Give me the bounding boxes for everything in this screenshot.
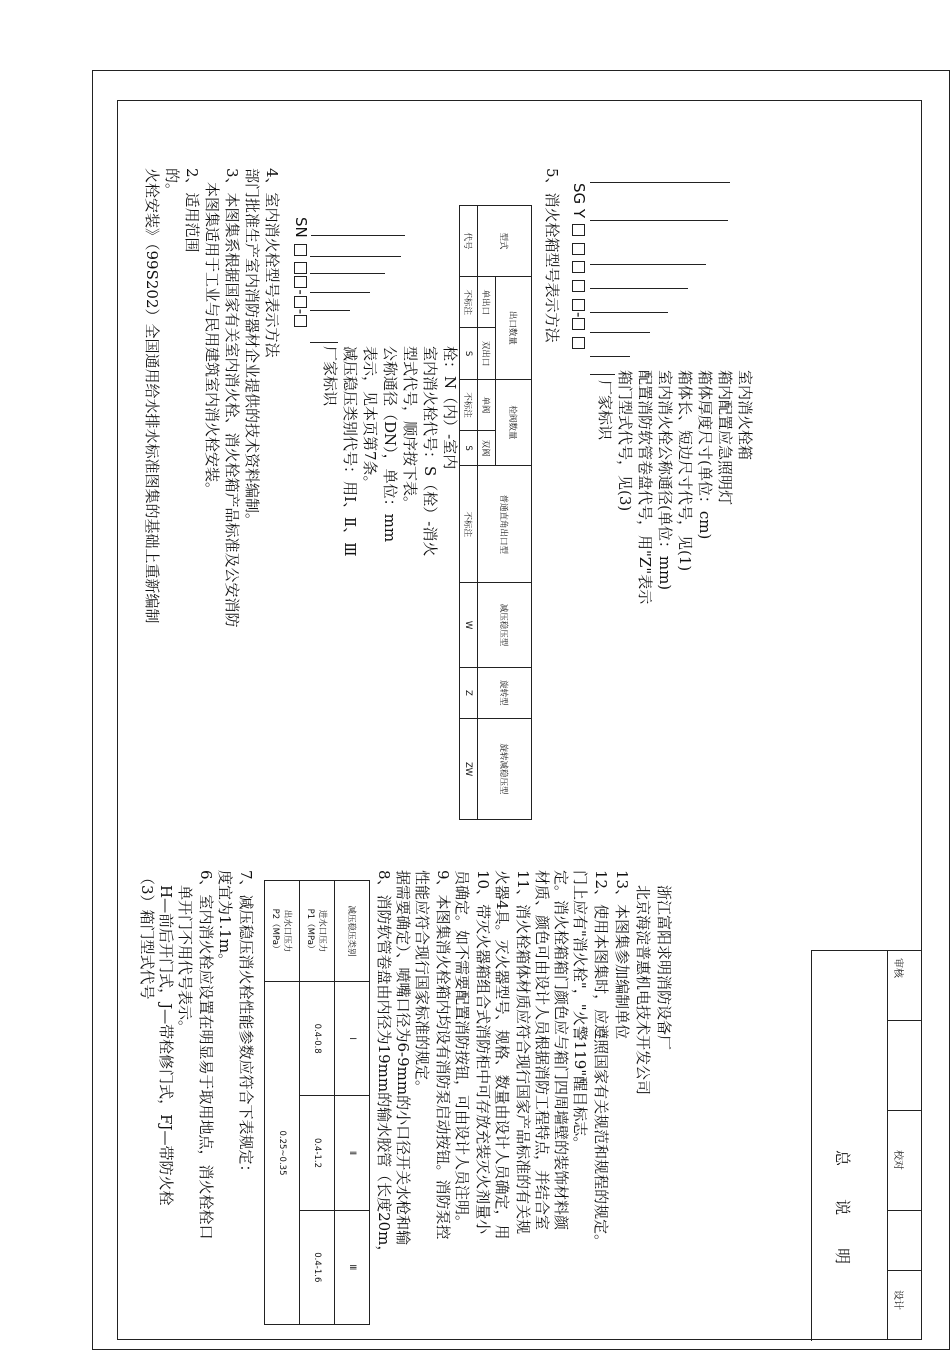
item6-line-1: 6、室内消火栓应设置在明显易于取用地点，消火栓栓口 (197, 870, 215, 1240)
item4-title: 4、室内消火栓型号表示方法 (263, 168, 281, 358)
sg-label-7: 室内消火栓箱 (736, 370, 754, 461)
sn-label-5: 室内消火栓代号：S（栓）-消火 (421, 346, 439, 557)
sg-label-2: 配置消防软管卷盘代号，用"Z"表示 (636, 370, 654, 605)
valve-group: 栓阀数量 (496, 379, 532, 465)
single-valve: 单阀 (478, 379, 496, 430)
double-valve: 双阀 (478, 431, 496, 466)
sg-prefix: SG Y (570, 183, 588, 219)
pressure-p1: Ⅰ (335, 982, 370, 1096)
org-2: 浙江富阳求明消防设备厂 (655, 885, 673, 1051)
item8-line-2: 据需要确定）、喷嘴口径为6-9mm的小口径开关水枪和输 (394, 870, 412, 1246)
item9-line-1: 9、本图集消火栓箱内均设有消防泵启动按钮。消防泵控 (434, 870, 452, 1240)
item9-line-2: 员确定。如不需要配置消防按钮，可由设计人员注明。 (453, 870, 471, 1231)
item10-line-2: 火器4具。灭火器型号、规格、数量由设计人员确定，用 (493, 870, 511, 1240)
r-item3-line-2: 单开门不用代号表示。 (176, 885, 194, 1036)
right-angle-type: 普通直角出口型 (478, 466, 532, 583)
item11-line-2: 材质、颜色可由设计人员根据消防工程特点，并结合室 (533, 870, 551, 1231)
intro-line-2: 的。 (163, 168, 181, 199)
sn-leader (311, 235, 405, 236)
item8-line-1: 8、消防软管卷盘由内径为19mm的输水胶管（长度20m， (375, 870, 393, 1261)
sn-label-6: 栓：N（内）-室内 (441, 346, 459, 470)
r-item3-title: （3）箱门型式代号 (138, 870, 156, 1000)
org-1: 北京海淀普惠机电技术开发公司 (634, 885, 652, 1096)
check-label: 校对 (892, 1150, 903, 1170)
item3-line-2: 部门批准生产室内消防器材企业提供的技术资料编制。 (243, 168, 261, 529)
pressure-col1: 减压稳压类别 (335, 881, 370, 982)
item13: 13、本图集参加编制单位 (613, 870, 631, 1040)
pressure-col3: 出水口压力 P2（MPa） (265, 881, 300, 982)
item11-line-4: 门上应有"消火栓"，"火警119"醒目标志。 (571, 870, 589, 1152)
rotating-type: 旋转型 (478, 667, 532, 718)
design-label: 设计 (892, 1290, 903, 1310)
title-block (811, 950, 922, 1341)
r-item3-line-1: H—前后开门式，J—带栓修门式，FJ—带防火栓 (157, 885, 175, 1206)
sg-leader (590, 182, 730, 183)
pressure-type: 减压稳压型 (478, 583, 532, 667)
sn-label-1: 减压稳压类别代号：用Ⅰ、Ⅱ、Ⅲ (341, 346, 359, 557)
sn-code: SN -- (292, 217, 310, 328)
code-cell: S (460, 431, 478, 466)
item6-line-2: 度宜为1.1m。 (216, 870, 234, 969)
item2-body: 本图集适用于工业与民用建筑室内消火栓安装。 (203, 182, 221, 498)
type-table (459, 205, 532, 820)
item7: 7、减压稳压消火栓性能参数应符合下表规定： (237, 870, 255, 1180)
pressure-p3: Ⅲ (335, 1210, 370, 1324)
outlet-group: 出口数量 (496, 277, 532, 380)
pressure-table (264, 880, 370, 1325)
p1-value: 0.4-1.2 (300, 1096, 335, 1210)
rotating-reducing-type: 旋转减稳压型 (478, 719, 532, 820)
p2-value: 0.25~0.35 (265, 982, 300, 1325)
code-cell: Z (460, 667, 478, 718)
item11-line-3: 定。消火栓箱箱门颜色应与箱门四周墙壁的装饰材料颜 (552, 870, 570, 1231)
sn-label-0: 厂家标识 (321, 346, 339, 407)
sg-label-0: 厂家标识 (596, 380, 614, 441)
item8-line-3: 性能应符合现行国家标准的规定。 (413, 870, 431, 1096)
pressure-col2: 进水口压力 P1（MPa） (300, 881, 335, 982)
sg-label-4: 箱体长、短边尺寸代号，见(1) (676, 370, 694, 572)
pressure-p2: Ⅱ (335, 1096, 370, 1210)
code-header: 代号 (460, 206, 478, 277)
type-header: 型式 (478, 206, 532, 277)
item2-title: 2、适用范围 (183, 168, 201, 253)
item11-line-1: 11、消火栓箱体材质应符合现行国家产品标准的有关规 (514, 870, 532, 1235)
review-label: 审核 (892, 958, 903, 978)
sn-label-4: 型式代号，顺序按下表。 (401, 346, 419, 512)
p1-value: 0.4-0.8 (300, 982, 335, 1096)
sg-label-1: 箱门型式代号，见(3) (616, 370, 634, 512)
double-outlet: 双出口 (478, 328, 496, 379)
item12: 12、使用本图集时，应遵照国家有关规范和规程的规定。 (592, 870, 610, 1250)
sn-prefix: SN (292, 217, 310, 238)
item10-line-1: 10、带灭火器箱组合式消防柜中可存放充装灭火剂量小 (474, 870, 492, 1235)
code-cell: W (460, 583, 478, 667)
code-cell: 不标注 (460, 466, 478, 583)
sn-label-3: 公称通径（DN），单位：mm (381, 346, 399, 543)
sn-label-2: 表示，见本页第7条。 (361, 346, 379, 491)
code-cell: S (460, 328, 478, 379)
single-outlet: 单出口 (478, 277, 496, 328)
sg-label-6: 箱内配置应急照明灯 (716, 370, 734, 506)
item3-line-1: 3、本图集系根据国家有关室内消火栓、消火栓箱产品标准及公安消防 (223, 168, 241, 628)
code-cell: 不标注 (460, 379, 478, 430)
code-cell: ZW (460, 719, 478, 820)
code-cell: 不标注 (460, 277, 478, 328)
item5-title: 5、消火栓箱型号表示方法 (543, 168, 561, 343)
sg-code: SG Y - (570, 183, 588, 350)
drawing-title: 总 说 明 (833, 1150, 852, 1279)
p1-value: 0.4-1.6 (300, 1210, 335, 1324)
intro-line-1: 火栓安装》（99S202）全国通用给水排水标准图集的基础上重新编制 (143, 168, 161, 624)
sg-label-3: 室内消火栓公称通径(单位：mm) (656, 370, 674, 591)
sg-label-5: 箱体厚度尺寸(单位：cm) (696, 370, 714, 540)
drawing-sheet (90, 70, 950, 1325)
